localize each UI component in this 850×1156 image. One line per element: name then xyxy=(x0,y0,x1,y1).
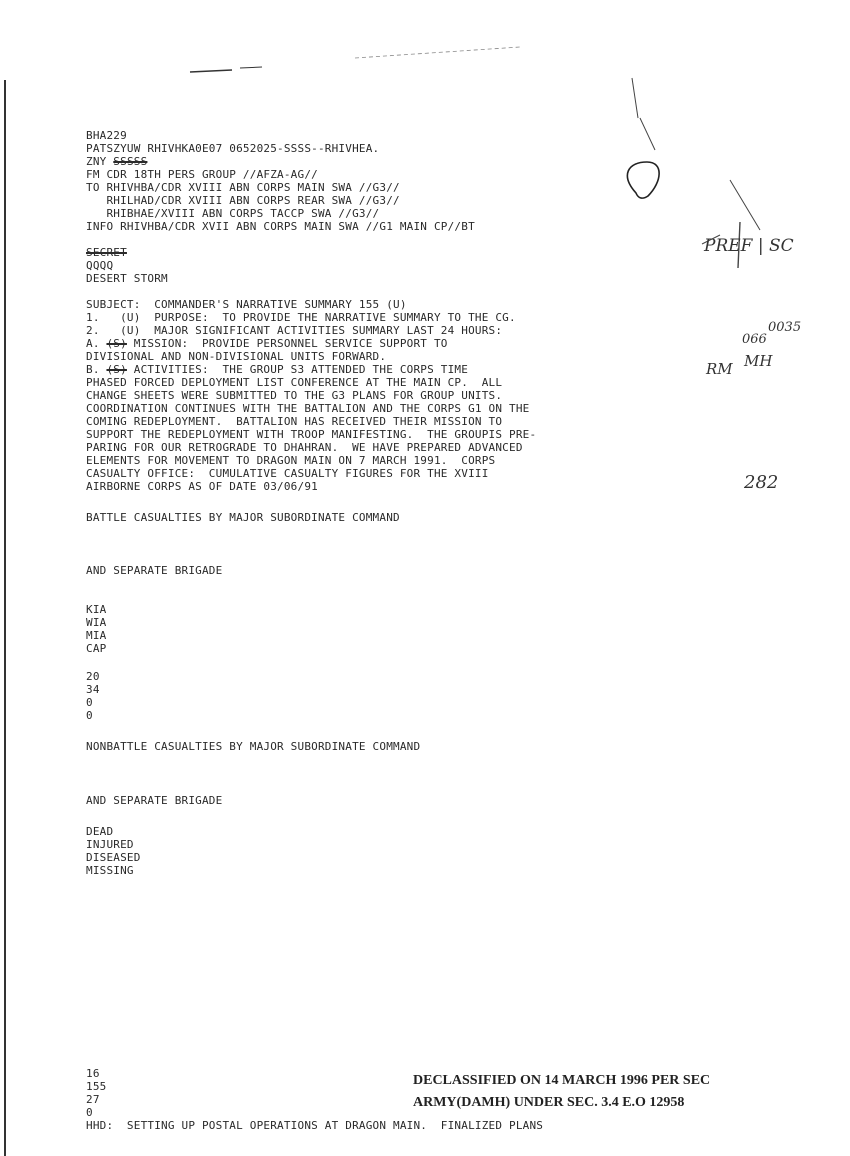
header-line-1: BHA229 xyxy=(86,129,127,142)
paragraph-a-line-2: DIVISIONAL AND NON-DIVISIONAL UNITS FORWARD. xyxy=(86,350,387,363)
paragraph-2: 2. (U) MAJOR SIGNIFICANT ACTIVITIES SUMMARY LAST 24 HOURS: xyxy=(86,324,503,337)
battle-value-wia: 34 xyxy=(86,683,100,696)
nonbattle-label-missing: MISSING xyxy=(86,864,134,877)
handwritten-code-a: 066 xyxy=(742,332,767,347)
battle-label-cap: CAP xyxy=(86,642,107,655)
paragraph-a-rest: MISSION: PROVIDE PERSONNEL SERVICE SUPPORT TO xyxy=(126,337,448,350)
right-slash-1 xyxy=(632,78,638,118)
handwritten-code-b: 0035 xyxy=(768,320,802,335)
battle-casualties-subheading: AND SEPARATE BRIGADE xyxy=(86,564,223,577)
paragraph-a-prefix: A. xyxy=(86,337,107,350)
header-line-3-struck: SSSSS xyxy=(113,155,148,168)
paragraph-b-line-3: COORDINATION CONTINUES WITH THE BATTALION AND THE CORPS G1 ON THE xyxy=(86,402,530,415)
handwritten-page-number: 282 xyxy=(744,472,779,493)
handwritten-initials-top: PREF | SC xyxy=(704,236,794,256)
paragraph-b-line-7: ELEMENTS FOR MOVEMENT TO DRAGON MAIN ON 7 MARCH 1991. CORPS xyxy=(86,454,496,467)
header-line-3 xyxy=(86,156,147,168)
header-line-6: RHILHAD/CDR XVIII ABN CORPS REAR SWA //G3// xyxy=(86,194,400,207)
right-slash-3 xyxy=(730,180,760,230)
header-line-7: RHIBHAE/XVIII ABN CORPS TACCP SWA //G3// xyxy=(86,207,380,220)
paragraph-1: 1. (U) PURPOSE: TO PROVIDE THE NARRATIVE SUMMARY TO THE CG. xyxy=(86,311,516,324)
qqqq-line: QQQQ xyxy=(86,259,114,272)
paragraph-b-rest: ACTIVITIES: THE GROUP S3 ATTENDED THE CORPS TIME xyxy=(126,363,469,376)
paragraph-b-line-6: PARING FOR OUR RETROGRADE TO DHAHRAN. WE HAVE PREPARED ADVANCED xyxy=(86,441,523,454)
top-dash-1 xyxy=(190,70,232,72)
header-line-2: PATSZYUW RHIVHKA0E07 0652025-SSSS--RHIVHEA. xyxy=(86,142,380,155)
nonbattle-label-diseased: DISEASED xyxy=(86,851,141,864)
nonbattle-casualties-subheading: AND SEPARATE BRIGADE xyxy=(86,794,223,807)
battle-casualties-heading: BATTLE CASUALTIES BY MAJOR SUBORDINATE COMMAND xyxy=(86,511,400,524)
nonbattle-value-missing: 0 xyxy=(86,1106,93,1119)
paragraph-b-line-2: CHANGE SHEETS WERE SUBMITTED TO THE G3 PLANS FOR GROUP UNITS. xyxy=(86,389,503,402)
top-dash-2 xyxy=(240,67,262,68)
paragraph-b-struck: (S) xyxy=(106,363,127,376)
nonbattle-label-dead: DEAD xyxy=(86,825,114,838)
declassified-stamp-line-1: DECLASSIFIED ON 14 MARCH 1996 PER SEC xyxy=(413,1073,711,1088)
paragraph-b-line-5: SUPPORT THE REDEPLOYMENT WITH TROOP MANIFESTING. THE GROUPIS PRE- xyxy=(86,428,537,441)
circle-mark-g3 xyxy=(627,162,659,198)
battle-label-wia: WIA xyxy=(86,616,107,629)
paragraph-b-line-4: COMING REDEPLOYMENT. BATTALION HAS RECEIVED THEIR MISSION TO xyxy=(86,415,503,428)
battle-value-cap: 0 xyxy=(86,709,93,722)
hhd-line: HHD: SETTING UP POSTAL OPERATIONS AT DRAGON MAIN. FINALIZED PLANS xyxy=(86,1119,544,1132)
paragraph-b-line-1: PHASED FORCED DEPLOYMENT LIST CONFERENCE AT THE MAIN CP. ALL xyxy=(86,376,503,389)
declassified-stamp-line-2: ARMY(DAMH) UNDER SEC. 3.4 E.O 12958 xyxy=(413,1095,685,1110)
header-line-4: FM CDR 18TH PERS GROUP //AFZA-AG// xyxy=(86,168,318,181)
right-slash-2 xyxy=(640,118,655,150)
nonbattle-value-dead: 16 xyxy=(86,1067,100,1080)
subject-line: SUBJECT: COMMANDER'S NARRATIVE SUMMARY 155 (U) xyxy=(86,298,407,311)
battle-value-mia: 0 xyxy=(86,696,93,709)
top-faint-line xyxy=(355,47,520,58)
paragraph-a-struck: (S) xyxy=(106,337,127,350)
paragraph-b-prefix: B. xyxy=(86,363,107,376)
battle-label-mia: MIA xyxy=(86,629,107,642)
paragraph-b-line-9: AIRBORNE CORPS AS OF DATE 03/06/91 xyxy=(86,480,318,493)
paragraph-b-line-8: CASUALTY OFFICE: CUMULATIVE CASUALTY FIGURES FOR THE XVIII xyxy=(86,467,489,480)
paragraph-a xyxy=(86,338,448,350)
battle-label-kia: KIA xyxy=(86,603,107,616)
handwritten-initials-mid: RM xyxy=(706,360,733,378)
battle-value-kia: 20 xyxy=(86,670,100,683)
header-line-5: TO RHIVHBA/CDR XVIII ABN CORPS MAIN SWA //G3// xyxy=(86,181,400,194)
classification-struck: SECRET xyxy=(86,246,127,259)
header-line-8: INFO RHIVHBA/CDR XVII ABN CORPS MAIN SWA //G1 MAIN CP//BT xyxy=(86,220,475,233)
header-line-3-prefix: ZNY xyxy=(86,155,114,168)
handwritten-initials-sub: MH xyxy=(744,352,773,370)
nonbattle-casualties-heading: NONBATTLE CASUALTIES BY MAJOR SUBORDINATE COMMAND xyxy=(86,740,421,753)
nonbattle-label-injured: INJURED xyxy=(86,838,134,851)
paragraph-b xyxy=(86,364,468,376)
operation-name: DESERT STORM xyxy=(86,272,168,285)
nonbattle-value-injured: 155 xyxy=(86,1080,107,1093)
nonbattle-value-diseased: 27 xyxy=(86,1093,100,1106)
